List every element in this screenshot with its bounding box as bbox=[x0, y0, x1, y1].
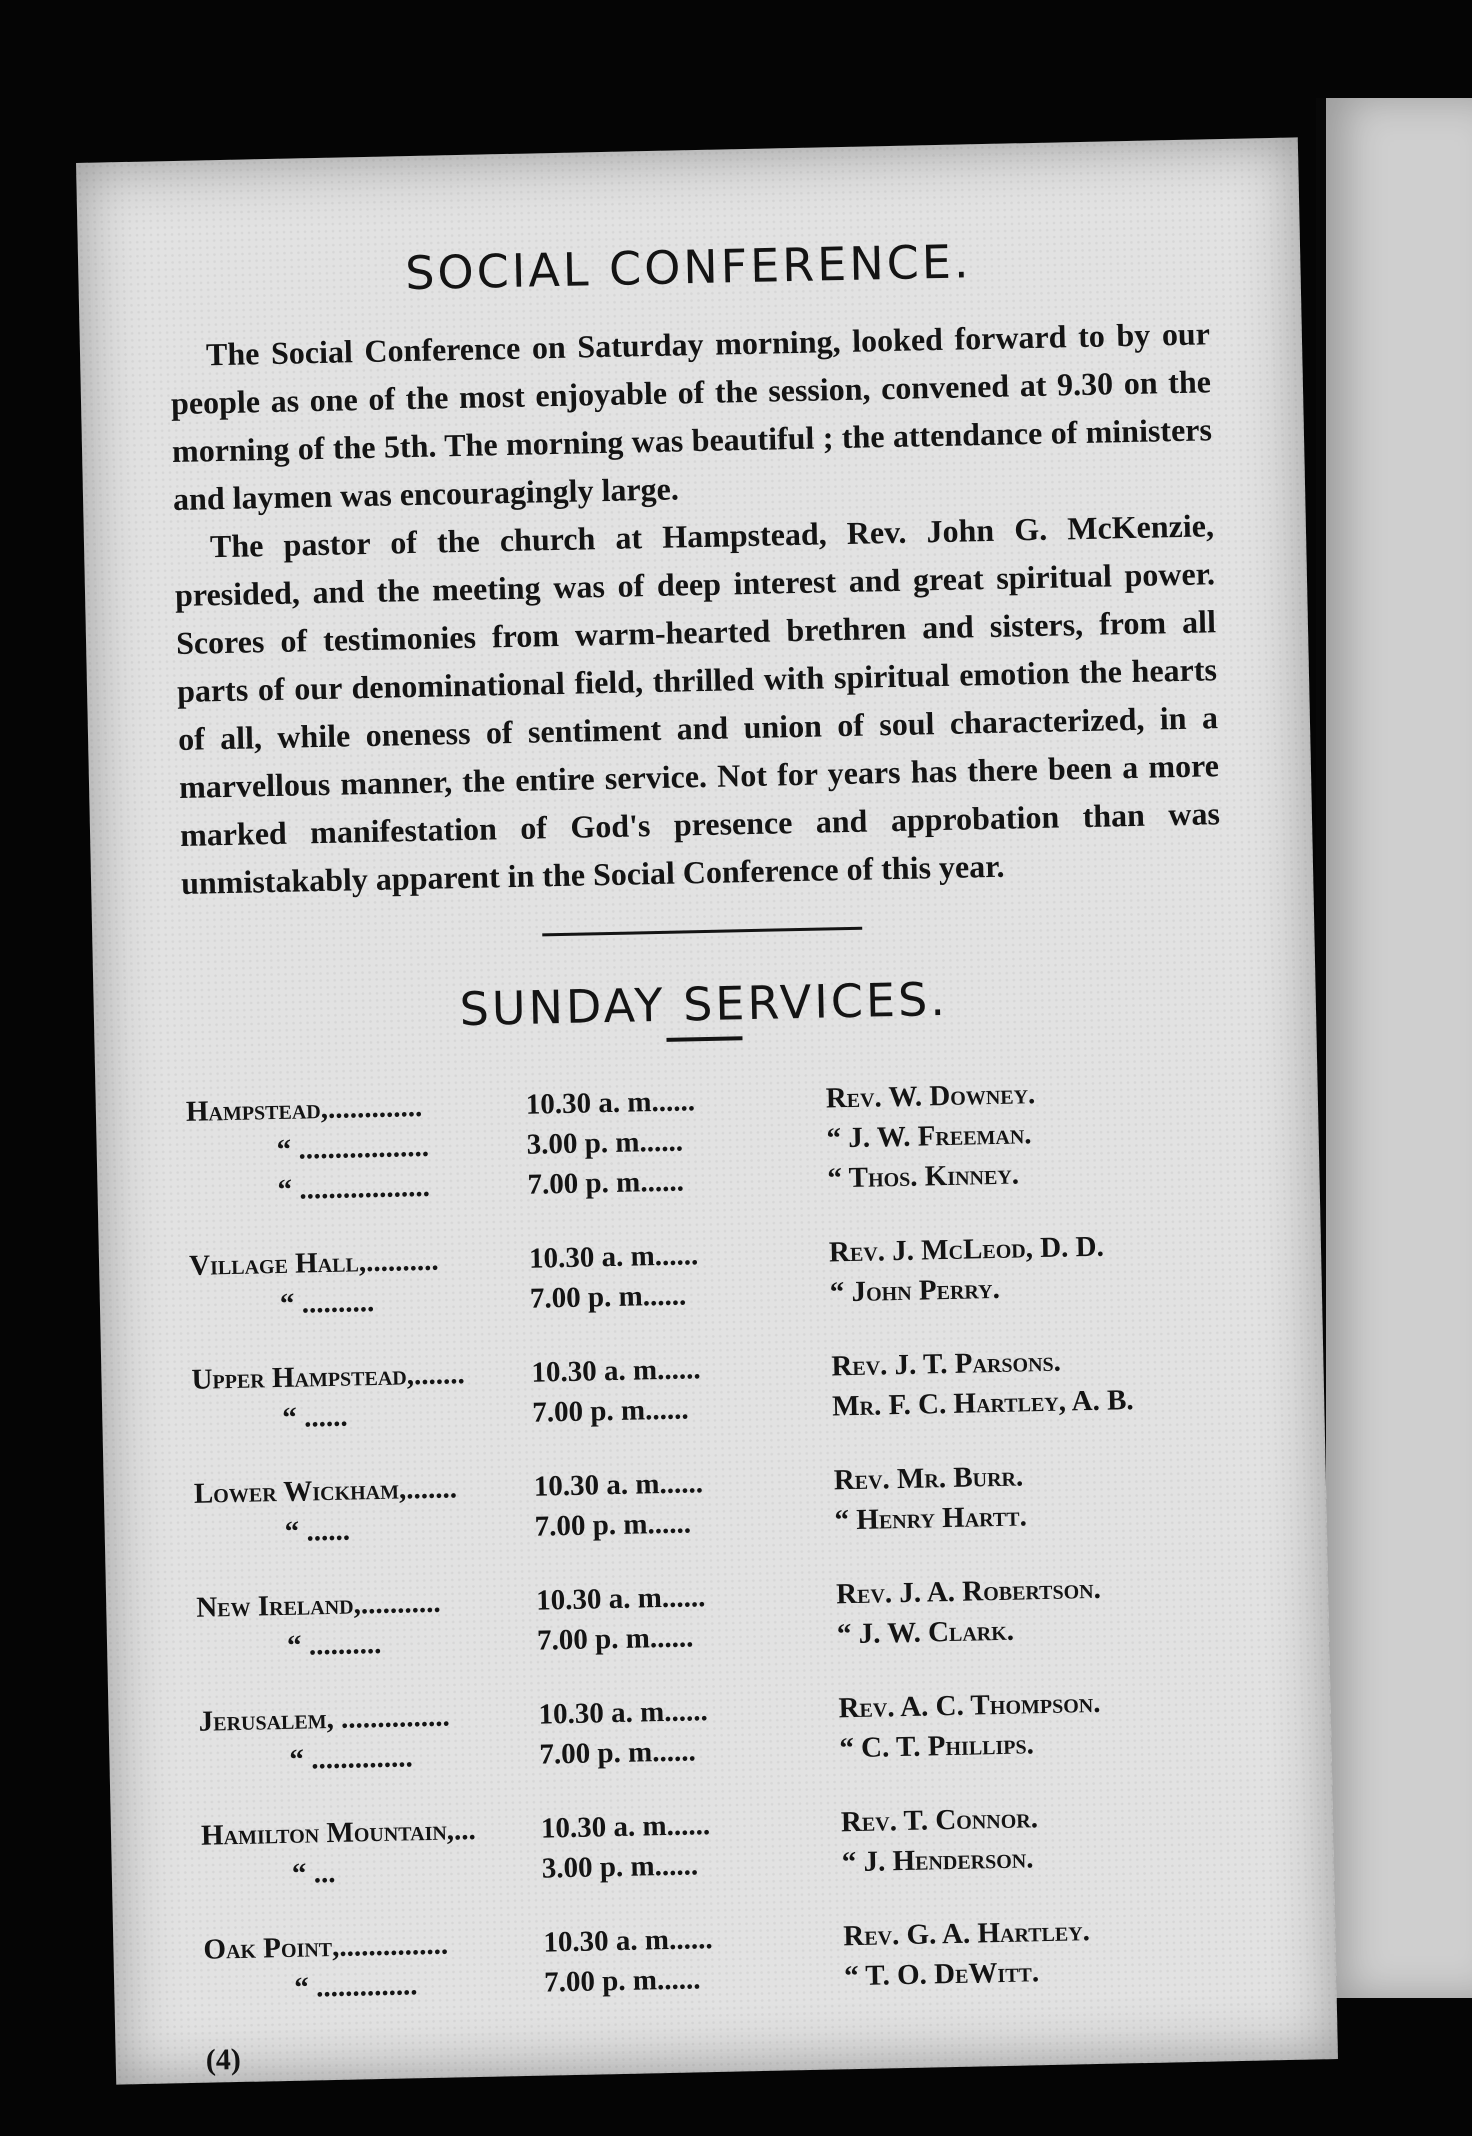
service-location: “ ...... bbox=[284, 1514, 351, 1548]
service-minister: “ John Perry. bbox=[829, 1272, 1001, 1309]
page-number: (4) bbox=[205, 2042, 242, 2077]
service-location: “ ... bbox=[291, 1856, 336, 1890]
service-location: Oak Point,............... bbox=[203, 1928, 449, 1966]
document-page bbox=[76, 137, 1338, 2084]
service-time: 10.30 a. m...... bbox=[533, 1467, 704, 1503]
service-group-oak-point bbox=[203, 1908, 1244, 2010]
service-location: “ .......... bbox=[279, 1286, 375, 1320]
service-time: 10.30 a. m...... bbox=[535, 1581, 706, 1617]
social-conference-title: SOCIAL CONFERENCE. bbox=[404, 234, 972, 301]
title-underline bbox=[666, 1036, 742, 1042]
service-group-jerusalem bbox=[198, 1680, 1239, 1782]
service-location: Hamilton Mountain,... bbox=[200, 1814, 477, 1852]
service-minister: “ C. T. Phillips. bbox=[839, 1728, 1035, 1765]
service-location: “ .................. bbox=[276, 1130, 430, 1167]
service-time: 10.30 a. m...... bbox=[538, 1695, 709, 1731]
service-minister: Rev. J. T. Parsons. bbox=[831, 1345, 1062, 1383]
social-conference-paragraph-2: The pastor of the church at Hampstead, Rev. John G. McKenzie, presided, and the meeting was of deep interest and great spiritual power. Scores of testimonies from warm-hearted brethren and sisters, from all parts of our denominational field, thrilled with spiritual emotion the hearts of all, while oneness of sentiment and union of soul characterized, in a marvellous manner, the entire service. Not for years has there been a more marked manifestation of God's presence and approbation than was unmistakably apparent in the Social Conference of this year. bbox=[174, 507, 1221, 901]
service-location: “ .......... bbox=[286, 1627, 382, 1662]
service-location: Jerusalem, ............... bbox=[198, 1700, 451, 1738]
service-time: 10.30 a. m...... bbox=[540, 1809, 711, 1845]
service-location: Village Hall,.......... bbox=[188, 1244, 439, 1282]
service-time: 7.00 p. m...... bbox=[531, 1393, 689, 1429]
service-location: Lower Wickham,....... bbox=[193, 1472, 458, 1510]
page-content bbox=[168, 229, 1246, 2077]
service-minister: Rev. T. Connor. bbox=[840, 1802, 1039, 1839]
service-minister: “ Thos. Kinney. bbox=[827, 1158, 1020, 1195]
service-time: 7.00 p. m...... bbox=[534, 1507, 692, 1543]
service-group-hamilton-mountain bbox=[201, 1794, 1242, 1896]
service-minister: “ J. W. Freeman. bbox=[826, 1118, 1032, 1155]
service-minister: “ J. Henderson. bbox=[841, 1842, 1034, 1879]
service-minister: Rev. J. McLeod, D. D. bbox=[828, 1230, 1105, 1269]
service-minister: Rev. G. A. Hartley. bbox=[842, 1915, 1091, 1953]
section-divider bbox=[542, 927, 862, 937]
service-location: “ .............. bbox=[293, 1969, 418, 2004]
service-minister: Rev. A. C. Thompson. bbox=[838, 1686, 1101, 1725]
service-minister: Mr. F. C. Hartley, A. B. bbox=[831, 1384, 1134, 1423]
service-minister: Rev. Mr. Burr. bbox=[833, 1460, 1024, 1497]
service-location: “ .................. bbox=[277, 1170, 431, 1207]
social-conference-paragraph-1: The Social Conference on Saturday morning, looked forward to by our people as one of the most enjoyable of the session, convened at 9.30 on the morning of the 5th. The morning was beautiful ; the attendance of ministers and laymen was encouragingly large. bbox=[170, 315, 1213, 518]
service-location: “ ...... bbox=[282, 1400, 348, 1434]
service-time: 3.00 p. m...... bbox=[541, 1849, 699, 1885]
service-time: 7.00 p. m...... bbox=[539, 1735, 697, 1771]
service-time: 10.30 a. m...... bbox=[543, 1923, 713, 1959]
service-group-lower-wickham bbox=[193, 1452, 1234, 1554]
service-time: 7.00 p. m...... bbox=[527, 1165, 685, 1201]
service-group-new-ireland bbox=[196, 1566, 1237, 1668]
service-group-hampstead bbox=[185, 1070, 1227, 1212]
service-minister: “ J. W. Clark. bbox=[836, 1614, 1015, 1651]
service-minister: “ T. O. DeWitt. bbox=[843, 1956, 1040, 1993]
service-location: Upper Hampstead,....... bbox=[191, 1358, 465, 1396]
service-time: 10.30 a. m...... bbox=[525, 1085, 696, 1121]
facing-page-edge bbox=[1316, 98, 1472, 1998]
service-time: 10.30 a. m...... bbox=[531, 1353, 701, 1389]
services-list bbox=[185, 1070, 1244, 2010]
service-time: 7.00 p. m...... bbox=[529, 1279, 687, 1315]
service-time: 10.30 a. m...... bbox=[528, 1239, 699, 1275]
service-time: 7.00 p. m...... bbox=[536, 1621, 694, 1657]
service-group-upper-hampstead bbox=[191, 1338, 1232, 1440]
service-minister: Rev. W. Downey. bbox=[825, 1078, 1036, 1115]
service-minister: “ Henry Hartt. bbox=[834, 1500, 1028, 1537]
service-time: 3.00 p. m...... bbox=[526, 1125, 684, 1161]
sunday-services-title: SUNDAY SERVICES. bbox=[459, 971, 949, 1037]
service-location: New Ireland,........... bbox=[195, 1586, 441, 1624]
service-minister: Rev. J. A. Robertson. bbox=[835, 1572, 1102, 1611]
service-group-village-hall bbox=[189, 1224, 1230, 1326]
service-location: “ .............. bbox=[289, 1741, 414, 1776]
service-location: Hampstead,............. bbox=[185, 1090, 423, 1128]
service-time: 7.00 p. m...... bbox=[543, 1963, 701, 1999]
